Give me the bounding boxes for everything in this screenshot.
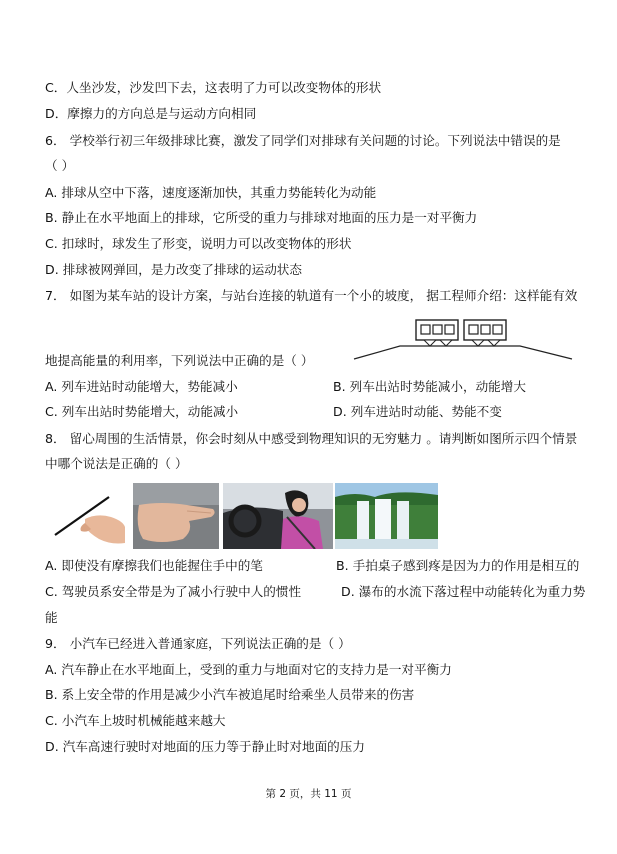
q6-option-c: C. 扣球时，球发生了形变，说明力可以改变物体的形状 bbox=[45, 236, 352, 251]
q9-stem: 9． 小汽车已经进入普通家庭，下列说法正确的是（ ） bbox=[45, 636, 351, 651]
q5-option-d: D．摩擦力的方向总是与运动方向相同 bbox=[45, 106, 257, 121]
hand-holding-pen-picture bbox=[45, 483, 125, 549]
q7-option-a: A. 列车进站时动能增大，势能减小 bbox=[45, 379, 238, 394]
q8-stem-line2: 中哪个说法是正确的（ ） bbox=[45, 456, 188, 471]
q7-stem-line2: 地提高能量的利用率，下列说法中正确的是（ ） bbox=[45, 353, 314, 368]
q6-option-d: D. 排球被网弹回，是力改变了排球的运动状态 bbox=[45, 262, 302, 277]
q8-option-c: C. 驾驶员系安全带是为了减小行驶中人的惯性 bbox=[45, 584, 302, 599]
waterfall-picture bbox=[335, 483, 438, 549]
q7-option-d: D. 列车进站时动能、势能不变 bbox=[333, 404, 502, 419]
q8-option-a: A. 即使没有摩擦我们也能握住手中的笔 bbox=[45, 558, 263, 573]
station-track-figure bbox=[352, 316, 574, 366]
q6-option-a: A. 排球从空中下落，速度逐渐加快，其重力势能转化为动能 bbox=[45, 185, 377, 200]
q8-stem-line1: 8． 留心周围的生活情景，你会时刻从中感受到物理知识的无穷魅力 。请判断如图所示四个情景 bbox=[45, 431, 578, 446]
page-footer: 第 2 页，共 11 页 bbox=[265, 788, 352, 800]
q5-option-c: C．人坐沙发，沙发凹下去，这表明了力可以改变物体的形状 bbox=[45, 80, 382, 95]
q7-option-c: C. 列车出站时势能增大，动能减小 bbox=[45, 404, 239, 419]
q7-stem-line1: 7． 如图为某车站的设计方案，与站台连接的轨道有一个小的坡度， 据工程师介绍：这样能有效 bbox=[45, 288, 578, 303]
train-car-right bbox=[464, 320, 506, 346]
q9-option-c: C. 小汽车上坡时机械能越来越大 bbox=[45, 713, 226, 728]
q8-option-d-line1: D. 瀑布的水流下落过程中动能转化为重力势 bbox=[341, 584, 586, 599]
q6-stem-line1: 6． 学校举行初三年级排球比赛，激发了同学们对排球有关问题的讨论。下列说法中错误的是 bbox=[45, 133, 561, 148]
q8-option-d-line2: 能 bbox=[45, 610, 58, 625]
driver-seatbelt-picture bbox=[223, 483, 333, 549]
train-car-left bbox=[416, 320, 458, 346]
track-slope-line bbox=[354, 346, 572, 359]
q9-option-d: D. 汽车高速行驶时对地面的压力等于静止时对地面的压力 bbox=[45, 739, 365, 754]
q9-option-b: B. 系上安全带的作用是减少小汽车被追尾时给乘坐人员带来的伤害 bbox=[45, 687, 415, 702]
q6-option-b: B. 静止在水平地面上的排球，它所受的重力与排球对地面的压力是一对平衡力 bbox=[45, 210, 478, 225]
q7-option-b: B. 列车出站时势能减小，动能增大 bbox=[333, 379, 526, 394]
q9-option-a: A. 汽车静止在水平地面上，受到的重力与地面对它的支持力是一对平衡力 bbox=[45, 662, 452, 677]
hand-on-table-picture bbox=[133, 483, 219, 549]
q8-option-b: B. 手拍桌子感到疼是因为力的作用是相互的 bbox=[336, 558, 580, 573]
q6-stem-line2: （ ） bbox=[45, 158, 75, 173]
